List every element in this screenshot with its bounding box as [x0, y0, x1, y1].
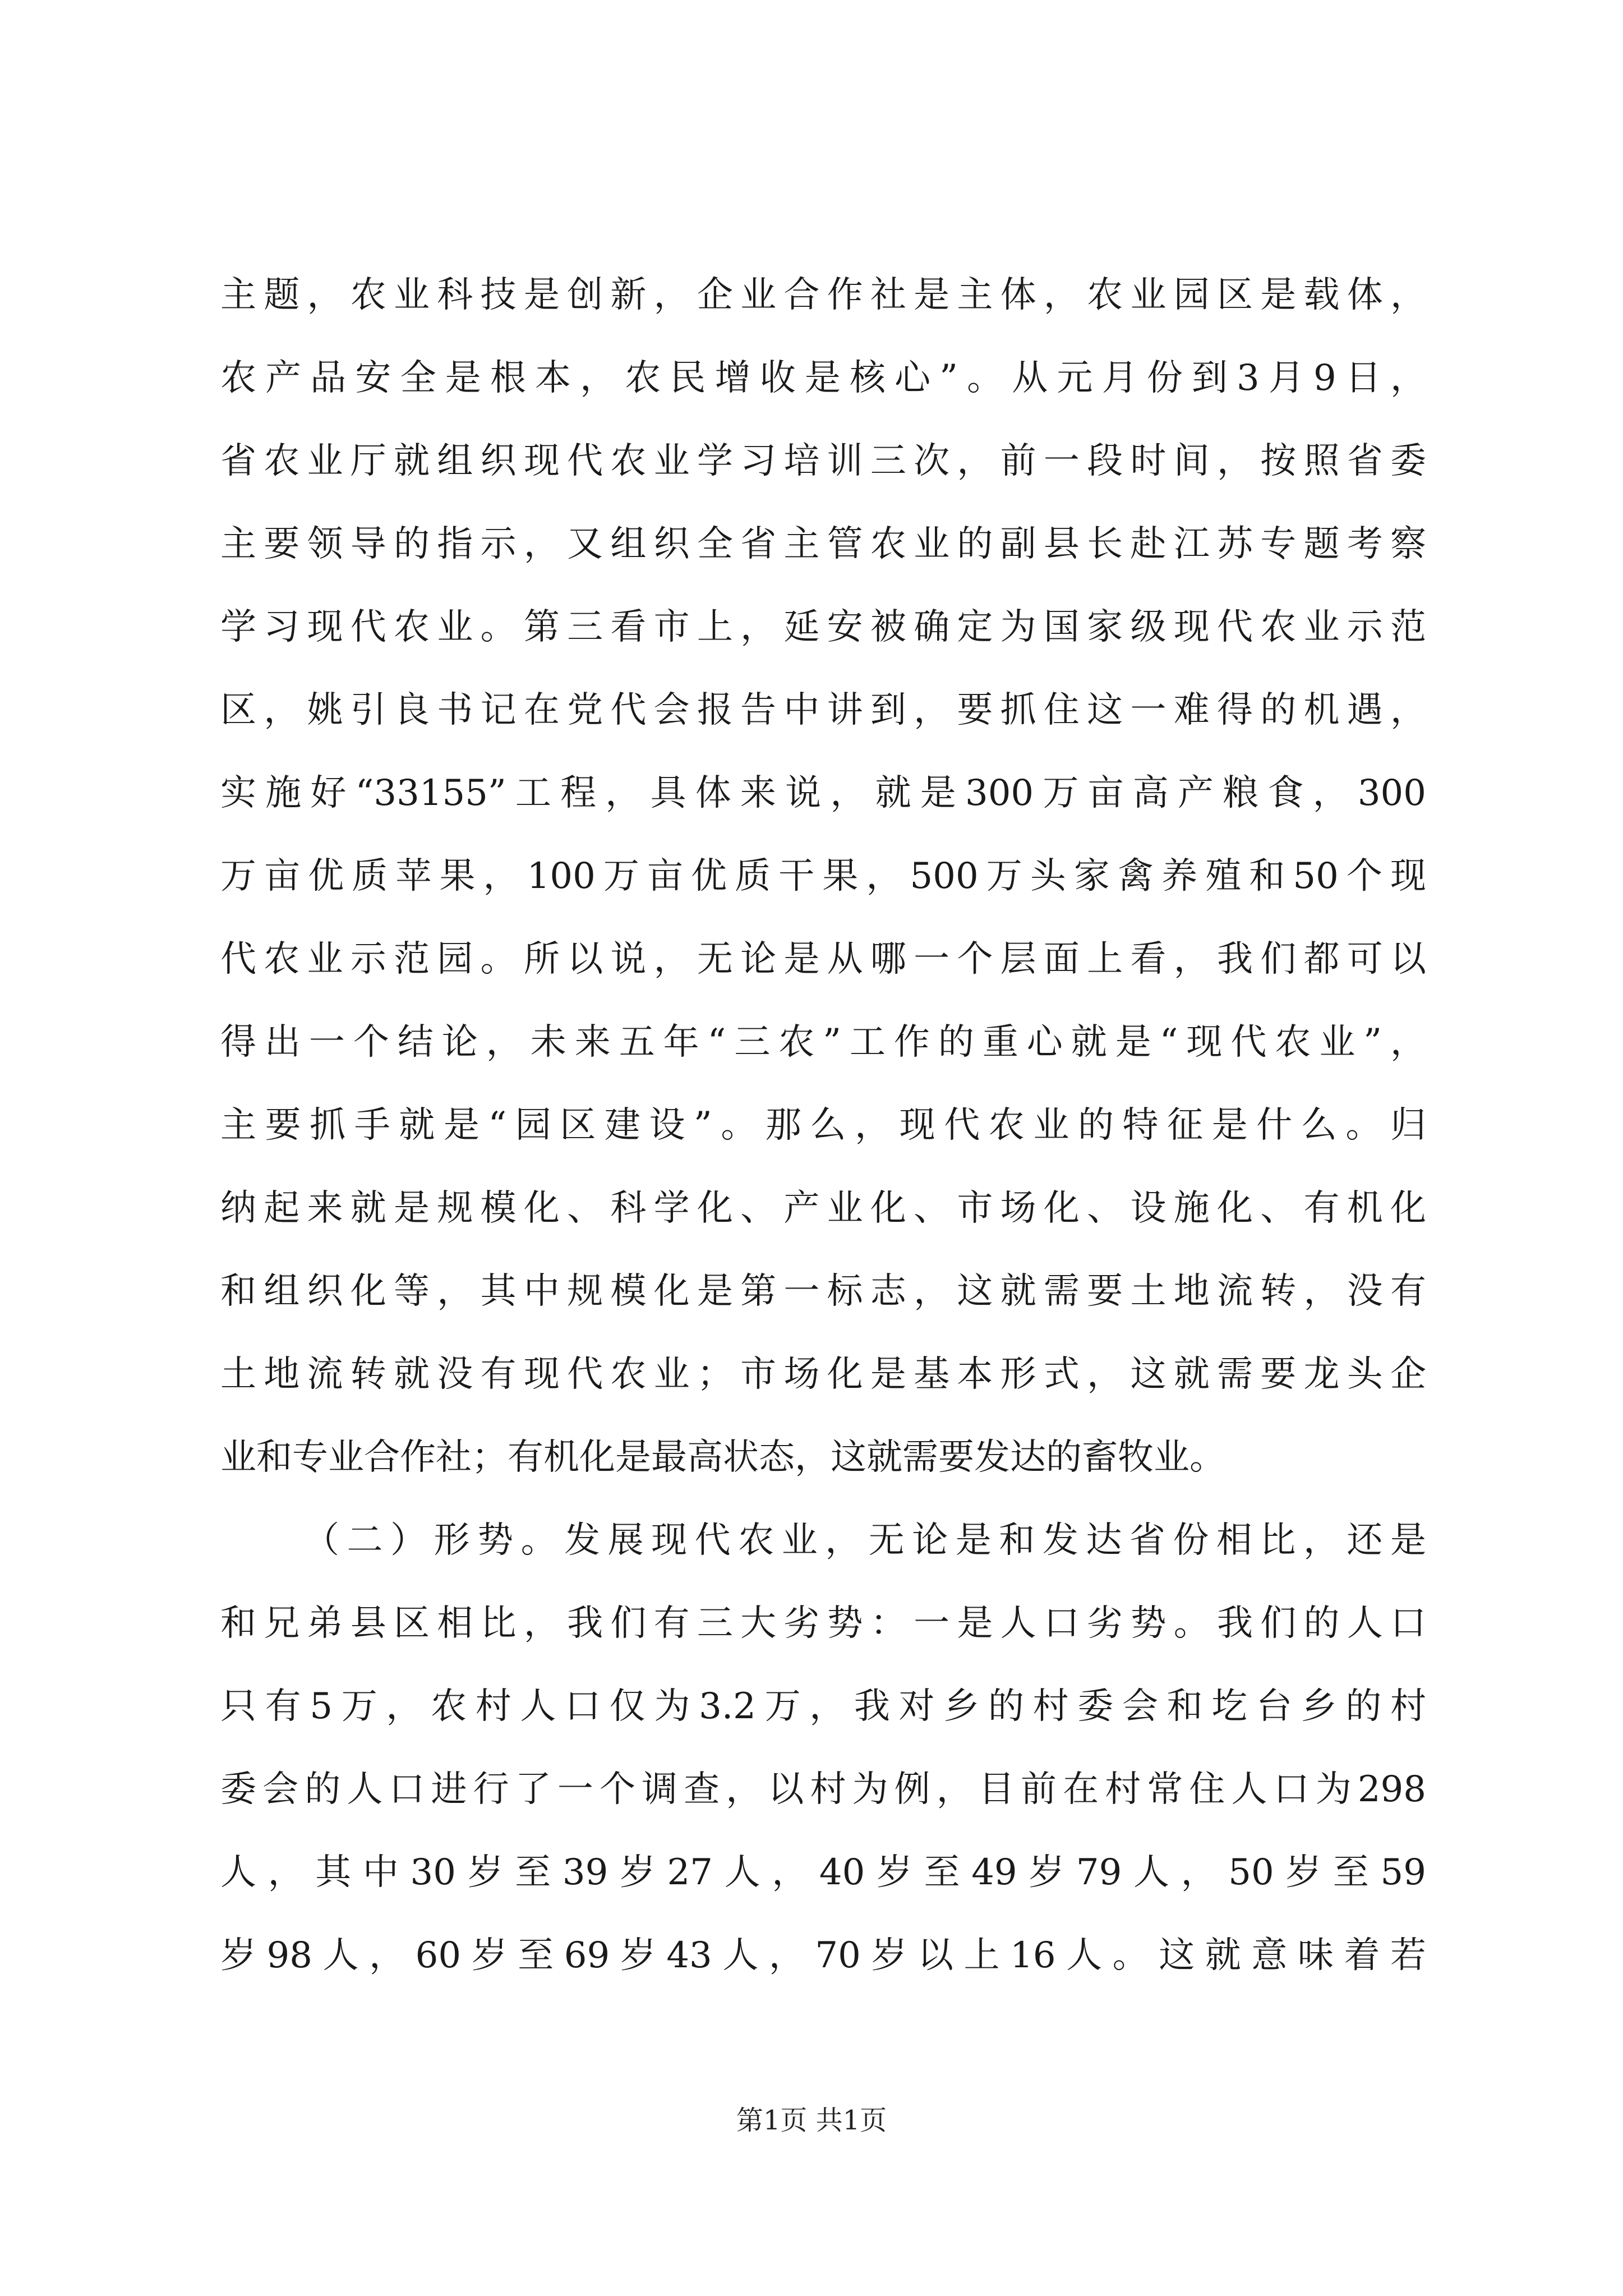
- text-line: 委会的人口进行了一个调查，以村为例，目前在村常住人口为298: [220, 1769, 1426, 1810]
- text-line: 业和专业合作社；有机化是最高状态，这就需要发达的畜牧业。: [220, 1437, 1225, 1478]
- text-line: 只有5万，农村人口仅为3.2万，我对乡的村委会和圪台乡的村: [220, 1686, 1426, 1727]
- text-line: 区，姚引良书记在党代会报告中讲到，要抓住这一难得的机遇，: [220, 689, 1426, 731]
- text-line: （二）形势。发展现代农业，无论是和发达省份相比，还是: [303, 1520, 1426, 1561]
- text-line: 岁98人，60岁至69岁43人，70岁以上16人。这就意味着若: [220, 1935, 1426, 1976]
- text-line: 省农业厅就组织现代农业学习培训三次，前一段时间，按照省委: [220, 440, 1426, 482]
- text-line: 土地流转就没有现代农业；市场化是基本形式，这就需要龙头企: [220, 1354, 1426, 1395]
- text-line: 主要抓手就是“园区建设”。那么，现代农业的特征是什么。归: [220, 1105, 1426, 1146]
- text-line: 万亩优质苹果，100万亩优质干果，500万头家禽养殖和50个现: [220, 855, 1426, 897]
- page-footer: 第1页 共1页: [736, 2105, 887, 2136]
- text-line: 实施好“33155”工程，具体来说，就是300万亩高产粮食，300: [220, 772, 1426, 814]
- text-line: 农产品安全是根本，农民增收是核心”。从元月份到3月9日，: [220, 357, 1426, 399]
- text-line: 和组织化等，其中规模化是第一标志，这就需要土地流转，没有: [220, 1271, 1426, 1312]
- text-line: 纳起来就是规模化、科学化、产业化、市场化、设施化、有机化: [220, 1188, 1426, 1229]
- text-line: 主题，农业科技是创新，企业合作社是主体，农业园区是载体，: [220, 274, 1426, 316]
- text-line: 主要领导的指示，又组织全省主管农业的副县长赴江苏专题考察: [220, 523, 1426, 565]
- document-body: [220, 254, 1426, 1997]
- text-line: 学习现代农业。第三看市上，延安被确定为国家级现代农业示范: [220, 606, 1426, 648]
- text-line: 代农业示范园。所以说，无论是从哪一个层面上看，我们都可以: [220, 938, 1426, 980]
- text-line: 和兄弟县区相比，我们有三大劣势：一是人口劣势。我们的人口: [220, 1603, 1426, 1644]
- text-line: 得出一个结论，未来五年“三农”工作的重心就是“现代农业”，: [220, 1022, 1426, 1063]
- text-line: 人，其中30岁至39岁27人，40岁至49岁79人，50岁至59: [220, 1852, 1426, 1893]
